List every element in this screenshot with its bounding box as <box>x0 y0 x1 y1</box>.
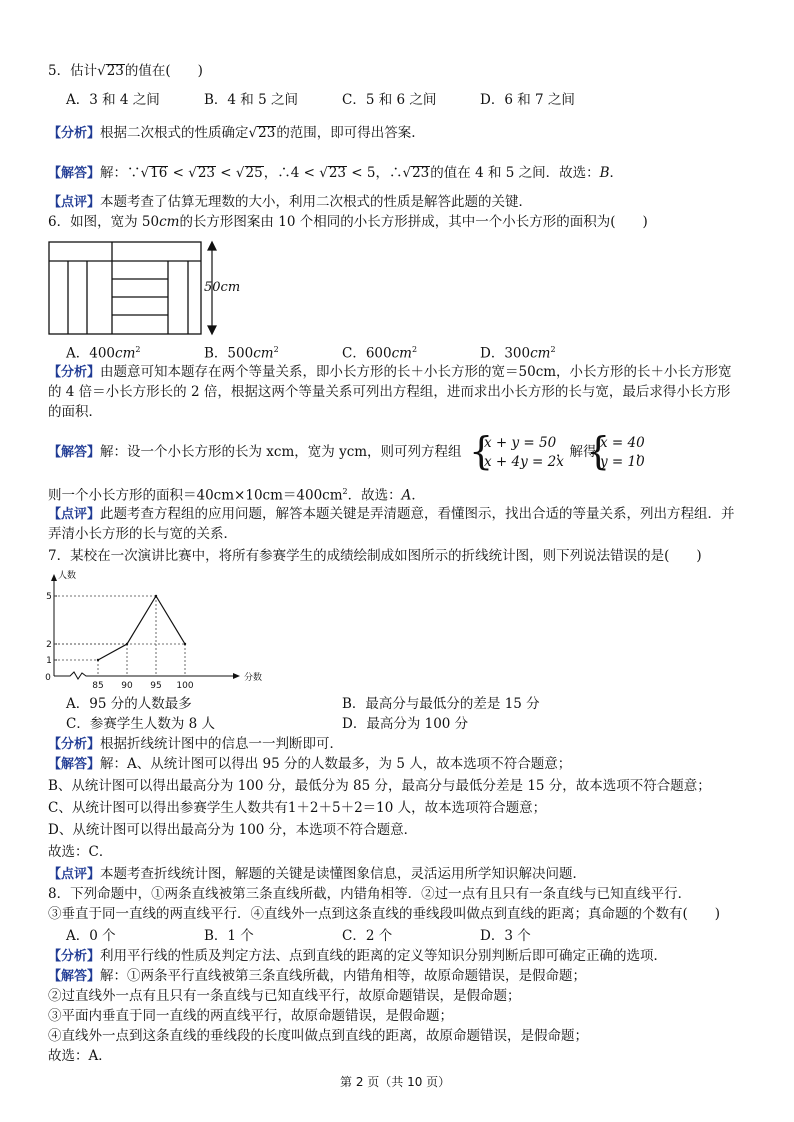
answer-tag: 【解答】 <box>48 445 101 460</box>
data-point <box>155 595 157 597</box>
q5-option-a: A．3 和 4 之间 <box>66 92 160 108</box>
system1-eq2: x + 4y = 2x <box>484 454 564 470</box>
equation-brace: { <box>586 429 611 473</box>
answer-tag: 【解答】 <box>48 969 101 984</box>
q6-option-a: A．$400cm^2$ <box>66 345 141 362</box>
outer-rectangle <box>49 242 201 334</box>
q8-answer-line1: 【解答】解：①两条平行直线被第三条直线所截，内错角相等，故原命题错误，是假命题； <box>48 968 587 984</box>
analysis-tag: 【分析】 <box>48 949 101 964</box>
q5-option-d: D．6 和 7 之间 <box>480 92 575 108</box>
answer-tag: 【解答】 <box>48 166 101 181</box>
q7-analysis: 【分析】根据折线统计图中的信息一一判断即可． <box>48 736 344 752</box>
q6-analysis-line1: 【分析】由题意可知本题存在两个等量关系，即小长方形的长＋小长方形的宽＝50cm，小长方形的长＋小长方形宽 <box>48 364 732 380</box>
q5-analysis: 【分析】根据二次根式的性质确定√23的范围，即可得出答案. <box>48 125 416 141</box>
q8-stem-line2: ③垂直于同一直线的两直线平行．④直线外一点到这条直线的垂线段叫做点到直线的距离；真命题的个数有( ) <box>48 906 721 922</box>
q7-line-chart <box>40 568 263 691</box>
q6-answer: 【解答】解：设一个小长方形的长为 xcm，宽为 ycm，则可列方程组 <box>48 444 462 460</box>
q8-stem-line1: 8．下列命题中，①两条直线被第三条直线所截，内错角相等．②过一点有且只有一条直线与已知直线平行． <box>48 886 692 902</box>
q7-comment: 【点评】本题考查折线统计图，解题的关键是读懂图象信息，灵活运用所学知识解决问题． <box>48 866 587 882</box>
q6-stem: 6．如图，宽为 50cm的长方形图案由 10 个相同的小长方形拼成，其中一个小长方形的面积为( ) <box>48 214 648 230</box>
y-axis-arrow <box>51 574 57 581</box>
q7-answer-line2: B、从统计图可以得出最高分为 100 分，最低分为 85 分，最高分与最低分差是 15 分，故本选项不符合题意； <box>48 778 711 794</box>
q5-option-c: C．5 和 6 之间 <box>342 92 437 108</box>
q6-comment-line1: 【点评】此题考查方程组的应用问题，解答本题关键是弄清题意，看懂图示，找出合适的等量关系，列出方程组．并 <box>48 506 735 522</box>
q6-option-d: D．$300cm^2$ <box>480 345 556 362</box>
sqrt-symbol: √23 <box>97 63 124 79</box>
q6-rectangle-figure <box>48 240 248 340</box>
x-tick-label: 85 <box>92 681 104 691</box>
q5-answer: 【解答】解：∵√16 < √23 < √25，∴4 < √23 < 5，∴√23的值在 4 和 5 之间．故选：B． <box>48 165 624 181</box>
q6-option-c: C．$600cm^2$ <box>342 345 418 362</box>
x-axis-label: 分数 <box>244 673 263 683</box>
data-point <box>126 643 128 645</box>
q6-comment-line2: 弄清小长方形的长与宽的关系． <box>48 526 237 542</box>
q5-comment: 【点评】本题考查了估算无理数的大小，利用二次根式的性质是解答此题的关键． <box>48 194 533 210</box>
equation-brace: { <box>469 429 494 473</box>
q8-choice: 故选：A． <box>48 1048 112 1064</box>
x-tick-label: 95 <box>150 681 162 691</box>
y-axis-label: 人数 <box>58 571 77 581</box>
analysis-tag: 【分析】 <box>48 126 101 141</box>
q7-stem: 7．某校在一次演讲比赛中，将所有参赛学生的成绩绘制成如图所示的折线统计图，则下列说法错误的是( ) <box>48 548 702 564</box>
origin-label: 0 <box>45 673 51 683</box>
data-point <box>97 659 99 661</box>
q8-answer-line4: ④直线外一点到这条直线的垂线段的长度叫做点到直线的距离，故原命题错误，是假命题； <box>48 1028 588 1044</box>
q6-analysis-line3: 的面积． <box>48 404 102 420</box>
x-tick-label: 100 <box>176 681 194 691</box>
q6-option-b: B．$500cm^2$ <box>204 345 279 362</box>
comment-tag: 【点评】 <box>48 867 101 882</box>
q6-solve-text: ，解得 <box>556 444 597 460</box>
q8-option-d: D．3 个 <box>480 928 531 944</box>
analysis-tag: 【分析】 <box>48 365 101 380</box>
x-axis-arrow <box>233 673 240 679</box>
q5-option-b: B．4 和 5 之间 <box>204 92 298 108</box>
q8-answer-line3: ③平面内垂直于同一直线的两直线平行，故原命题错误，是假命题； <box>48 1008 453 1024</box>
x-axis <box>54 672 236 679</box>
y-tick-label: 1 <box>46 656 52 666</box>
x-tick-label: 90 <box>121 681 133 691</box>
q6-comma: ， <box>636 444 650 460</box>
q6-analysis-line2: 的 4 倍＝小长方形长的 2 倍，根据这两个等量关系可列出方程组，进而求出小长方形的长与宽，最后求得小长方形 <box>48 384 731 400</box>
system1-eq1: x + y = 50 <box>484 435 557 451</box>
y-tick-label: 5 <box>46 592 52 602</box>
q5-stem: 5．估计√23的值在( ) <box>48 63 203 79</box>
q7-option-b: B．最高分与最低分的差是 15 分 <box>342 696 540 712</box>
comment-tag: 【点评】 <box>48 507 101 522</box>
q8-option-b: B．1 个 <box>204 928 254 944</box>
q7-answer-line3: C、从统计图可以得出参赛学生人数共有1＋2＋5＋2＝10 人，故本选项符合题意； <box>48 800 547 816</box>
q7-choice: 故选：C． <box>48 844 113 860</box>
data-point <box>184 643 186 645</box>
q7-option-d: D．最高分为 100 分 <box>342 716 469 732</box>
q6-area-line: 则一个小长方形的面积$=40cm\times 10cm=400cm^2$．故选：A． <box>48 487 425 504</box>
dimension-label: 50cm <box>204 280 241 295</box>
q7-answer-line1: 【解答】解：A、从统计图可以得出 95 分的人数最多，为 5 人，故本选项不符合题意； <box>48 756 572 772</box>
q8-answer-line2: ②过直线外一点有且只有一条直线与已知直线平行，故原命题错误，是假命题； <box>48 988 521 1004</box>
series-line <box>98 596 185 660</box>
q7-option-a: A．95 分的人数最多 <box>66 696 192 712</box>
q8-analysis: 【分析】利用平行线的性质及判定方法、点到直线的距离的定义等知识分别判断后即可确定正确的选项． <box>48 948 668 964</box>
system2-eq2: y = 10 <box>600 454 645 470</box>
q7-answer-line4: D、从统计图可以得出最高分为 100 分，本选项不符合题意． <box>48 822 418 838</box>
comment-tag: 【点评】 <box>48 195 101 210</box>
q8-option-a: A．0 个 <box>66 928 116 944</box>
q8-option-c: C．2 个 <box>342 928 393 944</box>
page-footer: 第 2 页（共 10 页） <box>340 1075 451 1089</box>
system2-eq1: x = 40 <box>600 435 645 451</box>
q7-option-c: C．参赛学生人数为 8 人 <box>66 716 216 732</box>
answer-tag: 【解答】 <box>48 757 101 772</box>
analysis-tag: 【分析】 <box>48 737 101 752</box>
y-tick-label: 2 <box>46 640 52 650</box>
